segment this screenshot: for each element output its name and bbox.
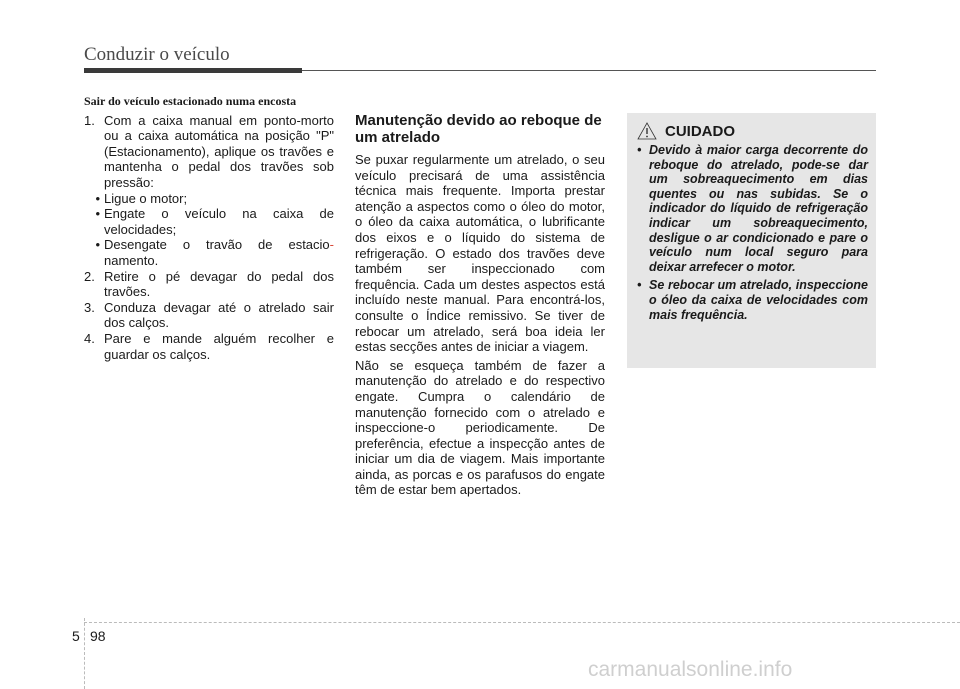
bullet-text: Engate o veículo na caixa de velocidades; [104, 206, 334, 237]
list-item [84, 331, 334, 362]
caution-item [637, 143, 868, 274]
bullet-text-part: Desengate o travão de estacio [104, 237, 330, 253]
paragraph: Não se esqueça também de fazer a manutenção do atrelado e do respectivo engate. Cumpra o calendário de manutenção fornecido com o atrelado e inspeccione-o periodicamente. De preferência, efectue a inspecção antes de iniciar um dia de viagem. Mais importante ainda, as porcas e os parafusos do engate têm de estar bem apertados. [355, 357, 605, 498]
list-text: Retire o pé devagar do pedal dos travões. [104, 268, 334, 300]
paragraph: Se puxar regularmente um atrelado, o seu veículo precisará de uma assistência técnica mais frequente. Importa prestar atenção a aspectos como o óleo do motor, o óleo da caixa automática, o lubrificante dos eixos e o líquido do sistema de refrigeração. O estado dos travões deve também ser inspeccionado com frequência. Cada um destes aspectos está incluído neste manual. Para encontrá-los, consulte o Índice remissivo. Se tiver de rebocar um atrelado, será boa ideia ler estas secções antes de iniciar a viagem. [355, 152, 605, 355]
bullet-item [84, 206, 334, 237]
list-text: Pare e mande alguém recolher e guardar os calços. [104, 330, 334, 362]
bullet-dot: • [95, 206, 100, 222]
list-number: 2. [84, 268, 95, 284]
list-number: 4. [84, 330, 95, 346]
list-number: 1. [84, 112, 95, 128]
list-item [84, 300, 334, 331]
bullet-item [84, 191, 334, 207]
list-item [84, 269, 334, 300]
chapter-number: 5 [72, 628, 80, 644]
footer-rule [84, 622, 960, 623]
page-number: 98 [90, 628, 106, 644]
left-column [84, 94, 334, 362]
bullet-dot: • [95, 190, 100, 206]
page-header-title: Conduzir o veículo [84, 44, 230, 65]
caution-title: CUIDADO [665, 122, 735, 140]
list-item [84, 113, 334, 191]
caution-item [637, 278, 868, 322]
warning-triangle-icon [637, 121, 657, 141]
list-number: 3. [84, 299, 95, 315]
caution-box [627, 113, 876, 368]
caution-text: Se rebocar um atrelado, inspeccione o óleo da caixa de velocidades com mais frequência. [649, 278, 868, 322]
bullet-dot: • [637, 278, 642, 293]
bullet-dot: • [637, 143, 642, 157]
list-text: Com a caixa manual em ponto-morto ou a caixa automática na posição "P" (Estacionamento), aplique os travões e mantenha o pedal dos travões sob pressão: [104, 112, 334, 190]
bullet-text [104, 237, 334, 268]
bullet-item [84, 237, 334, 268]
bullet-text: Ligue o motor; [104, 190, 188, 206]
hyphen-mark: - [329, 237, 334, 253]
section-title-leaving-slope: Sair do veículo estacionado numa encosta [84, 94, 297, 108]
section-title-trailer-maintenance: Manutenção devido ao reboque de um atrelado [355, 112, 602, 146]
caution-header [637, 121, 868, 141]
header-rule [302, 70, 876, 71]
footer-divider [84, 618, 85, 689]
bullet-dot: • [95, 237, 100, 253]
watermark: carmanualsonline.info [588, 658, 793, 681]
header-bar [84, 68, 302, 73]
bullet-text-part: namento. [104, 252, 159, 268]
list-text: Conduza devagar até o atrelado sair dos calços. [104, 299, 334, 331]
caution-text: Devido à maior carga decorrente do reboque do atrelado, pode-se dar um sobreaquecimento em dias quentes ou nas subidas. Se o indicador do líquido de refrigeração indicar um sobreaquecimento, desligue o ar condicionado e pare o veículo num local seguro para deixar arrefecer o motor. [649, 143, 868, 274]
middle-column [355, 112, 605, 501]
